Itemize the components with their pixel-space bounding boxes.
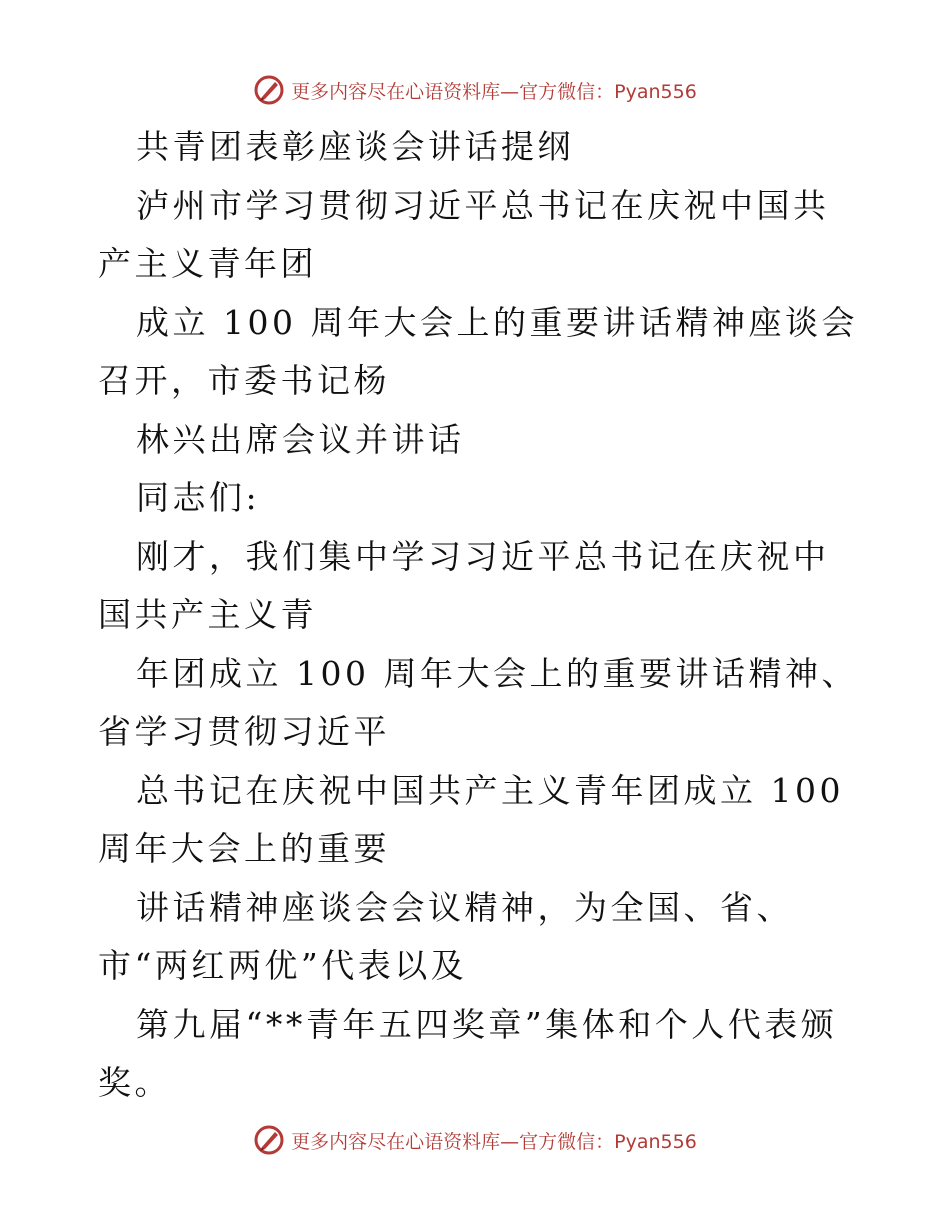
paragraph: 总书记在庆祝中国共产主义青年团成立 100 周年大会上的重要: [98, 770, 844, 868]
footer-banner: [0, 1122, 950, 1158]
footer-banner-text: 更多内容尽在心语资料库—官方微信：Pyan556: [291, 1130, 697, 1153]
paragraph-title: 共青团表彰座谈会讲话提纲: [136, 127, 574, 166]
paragraph: 林兴出席会议并讲话: [136, 419, 465, 459]
pen-logo-icon: [253, 74, 285, 106]
document-body: [98, 118, 858, 1113]
paragraph: 讲话精神座谈会会议精神，为全国、省、市“两红两优”代表以及: [98, 887, 793, 985]
pen-logo-icon: [253, 1124, 285, 1156]
header-banner: [0, 72, 950, 108]
paragraph: 第九届“**青年五四奖章”集体和个人代表颁奖。: [98, 1004, 838, 1102]
paragraph: 年团成立 100 周年大会上的重要讲话精神、省学习贯彻习近平: [98, 653, 858, 751]
paragraph-salutation: 同志们:: [136, 478, 261, 517]
paragraph: 泸州市学习贯彻习近平总书记在庆祝中国共产主义青年团: [98, 185, 830, 283]
paragraph: 成立 100 周年大会上的重要讲话精神座谈会召开，市委书记杨: [98, 302, 858, 400]
header-banner-text: 更多内容尽在心语资料库—官方微信：Pyan556: [291, 80, 697, 103]
paragraph: 刚才，我们集中学习习近平总书记在庆祝中国共产主义青: [98, 536, 830, 634]
